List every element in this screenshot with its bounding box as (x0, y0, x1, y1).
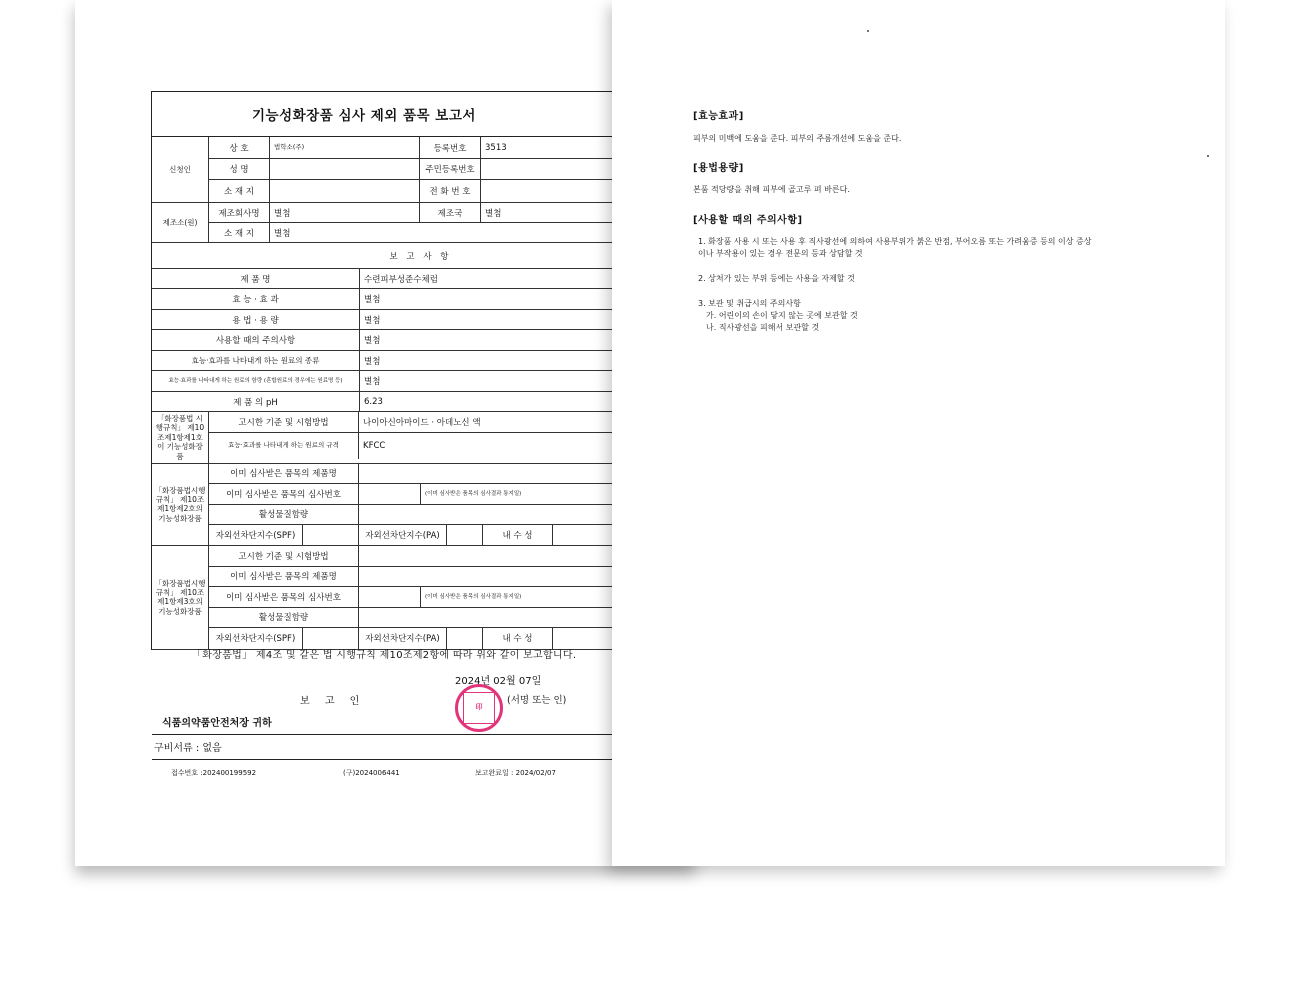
group1-r1-label: 고시한 기준 및 시험방법 (209, 412, 359, 432)
group1-section (152, 412, 689, 464)
company-seal-stamp (455, 684, 503, 732)
group3-r1-label: 이미 심사받은 품목의 제품명 (209, 567, 359, 586)
efficacy-row (152, 289, 689, 310)
efficacy-label: 효 능 · 효 과 (152, 289, 360, 309)
name-value (270, 159, 420, 179)
group3-r3-label: 활성물질함량 (209, 608, 359, 627)
caution-item-3: 3. 보관 및 취급시의 주의사항 (698, 299, 801, 308)
caution-header: [사용할 때의 주의사항] (693, 215, 803, 226)
report-date: 2024년 02월 07일 (455, 676, 542, 687)
maker-address-value: 별첨 (274, 228, 291, 239)
ingredient-type-label: 효능·효과를 나타내게 하는 원료의 종류 (152, 351, 360, 370)
efficacy-text: 피부의 미백에 도움을 준다. 피부의 주름개선에 도움을 준다. (693, 134, 902, 143)
ingredient-amount-value: 별첨 (364, 377, 381, 387)
ph-label: 제 품 의 pH (152, 392, 360, 411)
product-name-label: 제 품 명 (152, 269, 360, 288)
caution-item-1a: 1. 화장품 사용 시 또는 사용 후 직사광선에 의하여 사용부위가 붉은 반점, 부어오름 또는 가려움증 등의 이상 증상 (698, 237, 1092, 246)
ph-value: 6.23 (364, 396, 383, 407)
group1-label: 「화장품법 시행규칙」 제10조제1항제1호 이 기능성화장품 (152, 412, 209, 463)
annex-page (612, 0, 1225, 866)
completion-date: 보고완료일 : 2024/02/07 (475, 769, 556, 777)
group3-section (152, 546, 689, 650)
group2-r1-label: 이미 심사받은 품목의 제품명 (209, 464, 359, 483)
maker-name-value: 별첨 (270, 203, 420, 222)
efficacy-value: 별첨 (364, 295, 381, 305)
scan-speck (1207, 155, 1209, 157)
usage-label: 용 법 · 용 량 (152, 310, 360, 329)
group2-pa-label: 자외선차단지수(PA) (359, 525, 447, 545)
trade-name-label: 상 호 (209, 137, 270, 158)
name-label: 성 명 (209, 159, 270, 179)
scan-speck (867, 30, 869, 32)
usage-value: 별첨 (364, 315, 381, 326)
report-header-row (152, 243, 689, 269)
group3-pa-label: 자외선차단지수(PA) (359, 628, 447, 649)
group2-label: 「화장품법시행규칙」 제10조제1항제2호의기능성화장품 (152, 464, 209, 545)
ingredient-amount-row (152, 371, 689, 392)
product-name-value: 수련피부성준수체럼 (364, 274, 438, 285)
reporter-label: 보 고 인 (300, 696, 366, 707)
group2-r2-label: 이미 심사받은 품목의 심사번호 (209, 484, 359, 504)
group2-r2-value (359, 484, 421, 504)
caution-item-3a: 가. 어린이의 손이 닿지 않는 곳에 보관할 것 (706, 311, 858, 320)
applicant-label: 신청인 (152, 137, 209, 202)
caution-item-2: 2. 상처가 있는 부위 등에는 사용을 자제할 것 (698, 274, 855, 283)
country-label: 제조국 (420, 203, 481, 222)
group2-water-label: 내 수 성 (483, 525, 553, 545)
maker-address-label: 소 재 지 (209, 223, 270, 242)
report-header: 보 고 사 항 (389, 251, 452, 262)
caution-item-3b: 나. 직사광선을 피해서 보관할 것 (706, 323, 820, 332)
report-statement: 「화장품법」 제4조 및 같은 법 시행규칙 제10조제2항에 따라 위와 같이 보고합니다. (192, 650, 577, 661)
group2-spf-label: 자외선차단지수(SPF) (209, 525, 303, 545)
maker-name-label: 제조회사명 (209, 203, 270, 222)
country-value: 별첨 (485, 208, 502, 219)
caution-item-1b: 이나 부작용이 있는 경우 전문의 등과 상담할 것 (698, 249, 863, 258)
group3-r2-note: (이미 심사받은 품목의 심사결과 통지일) (425, 593, 522, 600)
trade-name-value: 법학소(주) (270, 137, 420, 158)
group2-r2-note: (이미 심사받은 품목의 심사결과 통지일) (425, 490, 522, 497)
reg-no-value: 3513 (485, 142, 507, 153)
ingredient-amount-label: 효능·효과를 나타내게 하는 원료의 함량 (혼합원료의 경우에는 원료명 등) (152, 371, 360, 391)
form-title: 기능성화장품 심사 제외 품목 보고서 (252, 108, 476, 124)
old-number: (구)2024006441 (343, 769, 400, 777)
group3-r2-label: 이미 심사받은 품목의 심사번호 (209, 587, 359, 607)
manufacturer-label: 제조소(원) (152, 203, 209, 242)
ingredient-type-row (152, 351, 689, 371)
manufacturer-section (152, 203, 689, 243)
group1-r2-value: KFCC (363, 441, 386, 451)
usage-row (152, 310, 689, 330)
applicant-section (152, 137, 689, 203)
phone-label: 전 화 번 호 (420, 180, 481, 202)
group2-r3-label: 활성물질함량 (209, 505, 359, 524)
group2-section (152, 464, 689, 546)
group3-label: 「화장품법시행규칙」 제10조제1항제3호의기능성화장품 (152, 546, 209, 649)
receipt-number: 접수번호 :202400199592 (171, 769, 257, 777)
seal-inner-square: 印 (463, 692, 495, 724)
signature-hint: (서명 또는 인) (507, 695, 567, 706)
usage-header: [용법용량] (693, 163, 744, 174)
caution-label: 사용할 때의 주의사항 (152, 330, 360, 350)
group3-r2-value (359, 587, 421, 607)
group3-r0-label: 고시한 기준 및 시험방법 (209, 546, 359, 566)
caution-row (152, 330, 689, 351)
group3-spf-label: 자외선차단지수(SPF) (209, 628, 303, 649)
addressee: 식품의약품안전처장 귀하 (162, 718, 272, 729)
group2-pa-value (447, 525, 483, 545)
group3-water-label: 내 수 성 (483, 628, 553, 649)
caution-value: 별첨 (364, 336, 381, 346)
form-title-row (152, 92, 689, 137)
ingredient-type-value: 별첨 (364, 356, 381, 367)
address-label: 소 재 지 (209, 180, 270, 202)
report-form-page (75, 0, 695, 866)
report-form (151, 91, 689, 754)
attachments-row (152, 734, 689, 760)
usage-text: 본품 적당량을 취해 피부에 골고루 펴 바른다. (693, 185, 850, 194)
id-no-label: 주민등록번호 (420, 159, 481, 179)
attachments-text: 구비서류 : 없음 (154, 743, 222, 754)
product-name-row (152, 269, 689, 289)
group1-r1-value: 나이아신아마이드 · 아데노신 액 (363, 418, 481, 428)
reg-no-label: 등록번호 (420, 137, 481, 158)
group2-spf-value (303, 525, 359, 545)
ph-row (152, 392, 689, 412)
efficacy-header: [효능효과] (693, 111, 744, 122)
address-value (270, 180, 420, 202)
group1-r2-label: 효능·효과를 나타내게 하는 원료의 규격 (209, 433, 359, 459)
